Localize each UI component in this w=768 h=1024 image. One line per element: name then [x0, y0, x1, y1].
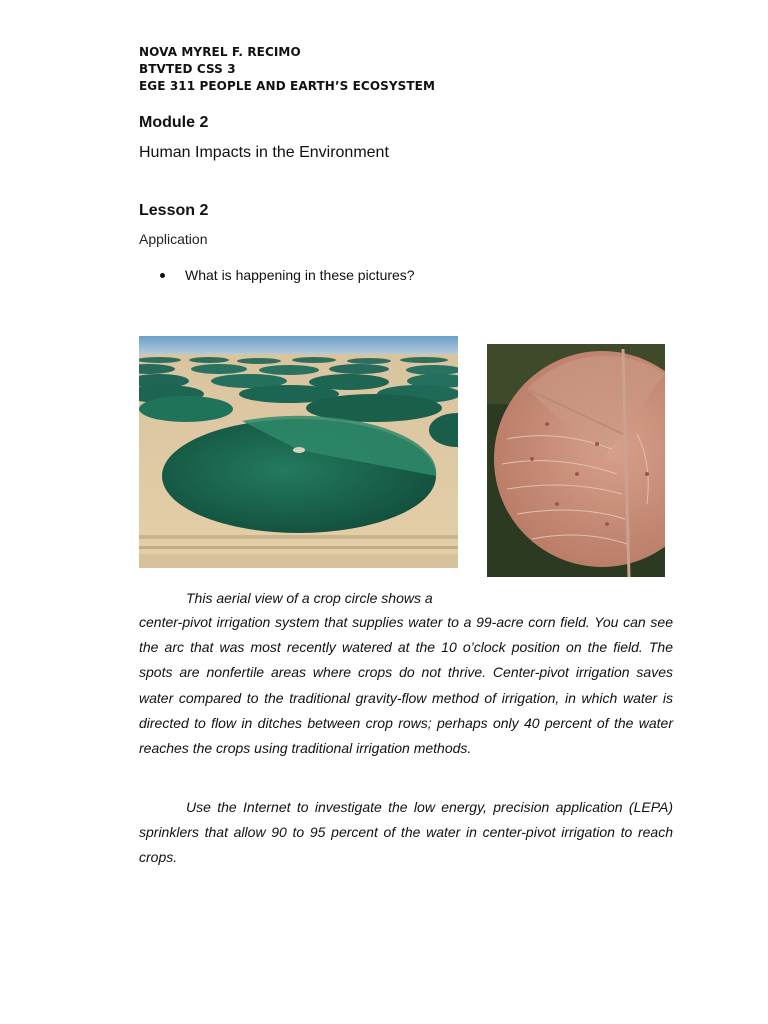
bullet-question [160, 267, 415, 283]
module-subtitle: Human Impacts in the Environment [139, 144, 389, 161]
paragraph-1-body: center-pivot irrigation system that supplies water to a 99-acre corn field. You can see the arc that was most recently watered at the 10 o’clock position on the field. The spots are nonfertile areas where crops do not thrive. Center-pivot irrigation saves water compared to the traditional gravity-flow method of irrigation, in which water is directed to flow in ditches between crop rows; perhaps only 40 percent of the water reaches the crops using traditional irrigation methods. [139, 614, 673, 757]
subject-title: EGE 311 PEOPLE AND EARTH’S ECOSYSTEM [139, 79, 436, 93]
paragraph-2: Use the Internet to investigate the low energy, precision application (LEPA) sprinklers that allow 90 to 95 percent of the water in center-pivot irrigation to reach crops. [139, 799, 673, 866]
lesson-title: Lesson 2 [139, 202, 209, 219]
paragraph-1-first-line: This aerial view of a crop circle shows a [186, 590, 433, 606]
section-label: Application [139, 231, 208, 247]
student-name: NOVA MYREL F. RECIMO [139, 45, 301, 59]
desert-irrigation-circles-photo [139, 336, 458, 568]
bullet-icon [160, 273, 165, 278]
module-title: Module 2 [139, 114, 209, 131]
crop-circle-closeup-photo [487, 344, 665, 577]
course-code: BTVTED CSS 3 [139, 62, 236, 76]
bullet-text: What is happening in these pictures? [185, 267, 415, 283]
